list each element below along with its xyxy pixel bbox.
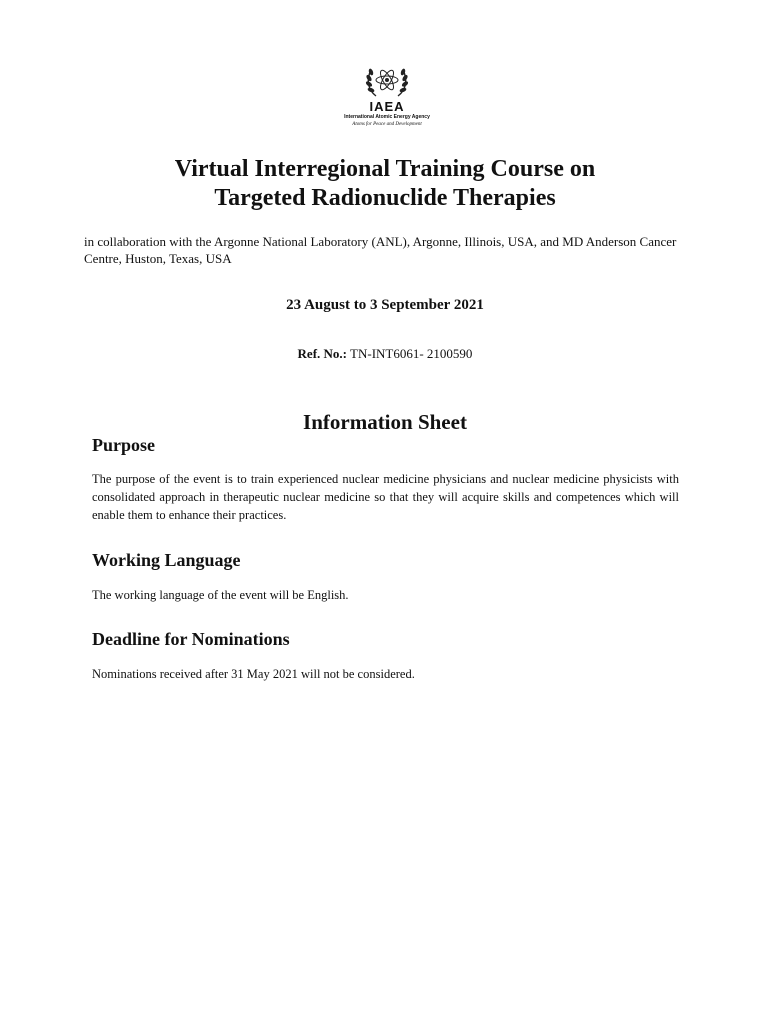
section-heading-purpose: Purpose xyxy=(92,435,155,455)
title-line-1: Virtual Interregional Training Course on xyxy=(174,156,596,182)
reference-number xyxy=(0,346,770,362)
logo-tagline: Atoms for Peace and Development xyxy=(352,122,422,127)
section-heading-working-language: Working Language xyxy=(92,550,241,570)
title-line-2: Targeted Radionuclide Therapies xyxy=(214,185,556,211)
section-text-deadline: Nominations received after 31 May 2021 will not be considered. xyxy=(92,667,415,681)
section-heading-deadline: Deadline for Nominations xyxy=(92,629,290,649)
sheet-title: Information Sheet xyxy=(303,410,467,434)
event-dates: 23 August to 3 September 2021 xyxy=(286,297,484,313)
section-text-working-language: The working language of the event will be English. xyxy=(92,588,349,602)
reference-value: TN-INT6061- 2100590 xyxy=(350,346,473,361)
iaea-emblem-icon xyxy=(362,60,412,100)
logo-abbreviation: IAEA xyxy=(369,99,405,114)
iaea-logo xyxy=(332,60,442,142)
logo-agency-name: International Atomic Energy Agency xyxy=(344,114,430,120)
document-title xyxy=(60,155,710,213)
reference-label: Ref. No.: xyxy=(297,346,348,361)
section-text-purpose: The purpose of the event is to train experienced nuclear medicine physicians and nuclear medicine physicists with consolidated approach in therapeutic nuclear medicine so that they will acquire skills and competences which will enable them to enhance their practices. xyxy=(92,472,679,522)
collaboration-text: in collaboration with the Argonne National Laboratory (ANL), Argonne, Illinois, USA, and MD Anderson Cancer Centre, Huston, Texas, USA xyxy=(84,234,677,266)
